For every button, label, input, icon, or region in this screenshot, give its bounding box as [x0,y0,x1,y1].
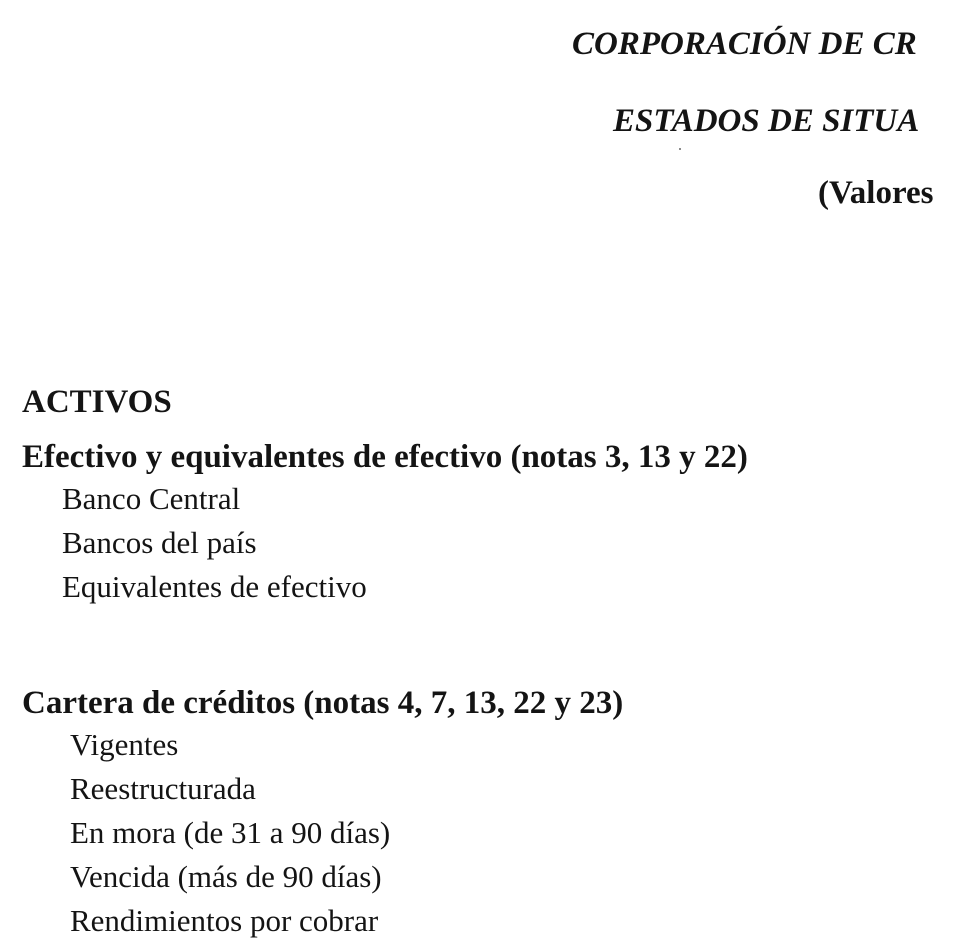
list-item: Bancos del país [62,525,257,560]
loan-portfolio-list [70,723,390,943]
list-item: Vencida (más de 90 días) [70,859,382,894]
statement-title-heading: ESTADOS DE SITUA [613,103,920,139]
list-item: Equivalentes de efectivo [62,569,367,604]
list-item: Banco Central [62,481,241,516]
list-item: Reestructurada [70,771,256,806]
loan-portfolio-heading: Cartera de créditos (notas 4, 7, 13, 22 y 23) [22,685,624,721]
list-item: Vigentes [70,727,179,762]
list-item: Rendimientos por cobrar [70,903,379,938]
cash-equivalents-list [62,477,367,609]
scan-speck [679,148,681,150]
list-item: En mora (de 31 a 90 días) [70,815,391,850]
values-note-heading: (Valores [818,175,934,211]
cash-equivalents-heading: Efectivo y equivalentes de efectivo (notas 3, 13 y 22) [22,439,748,475]
company-name-heading: CORPORACIÓN DE CR [572,26,917,62]
assets-heading: ACTIVOS [22,384,172,420]
